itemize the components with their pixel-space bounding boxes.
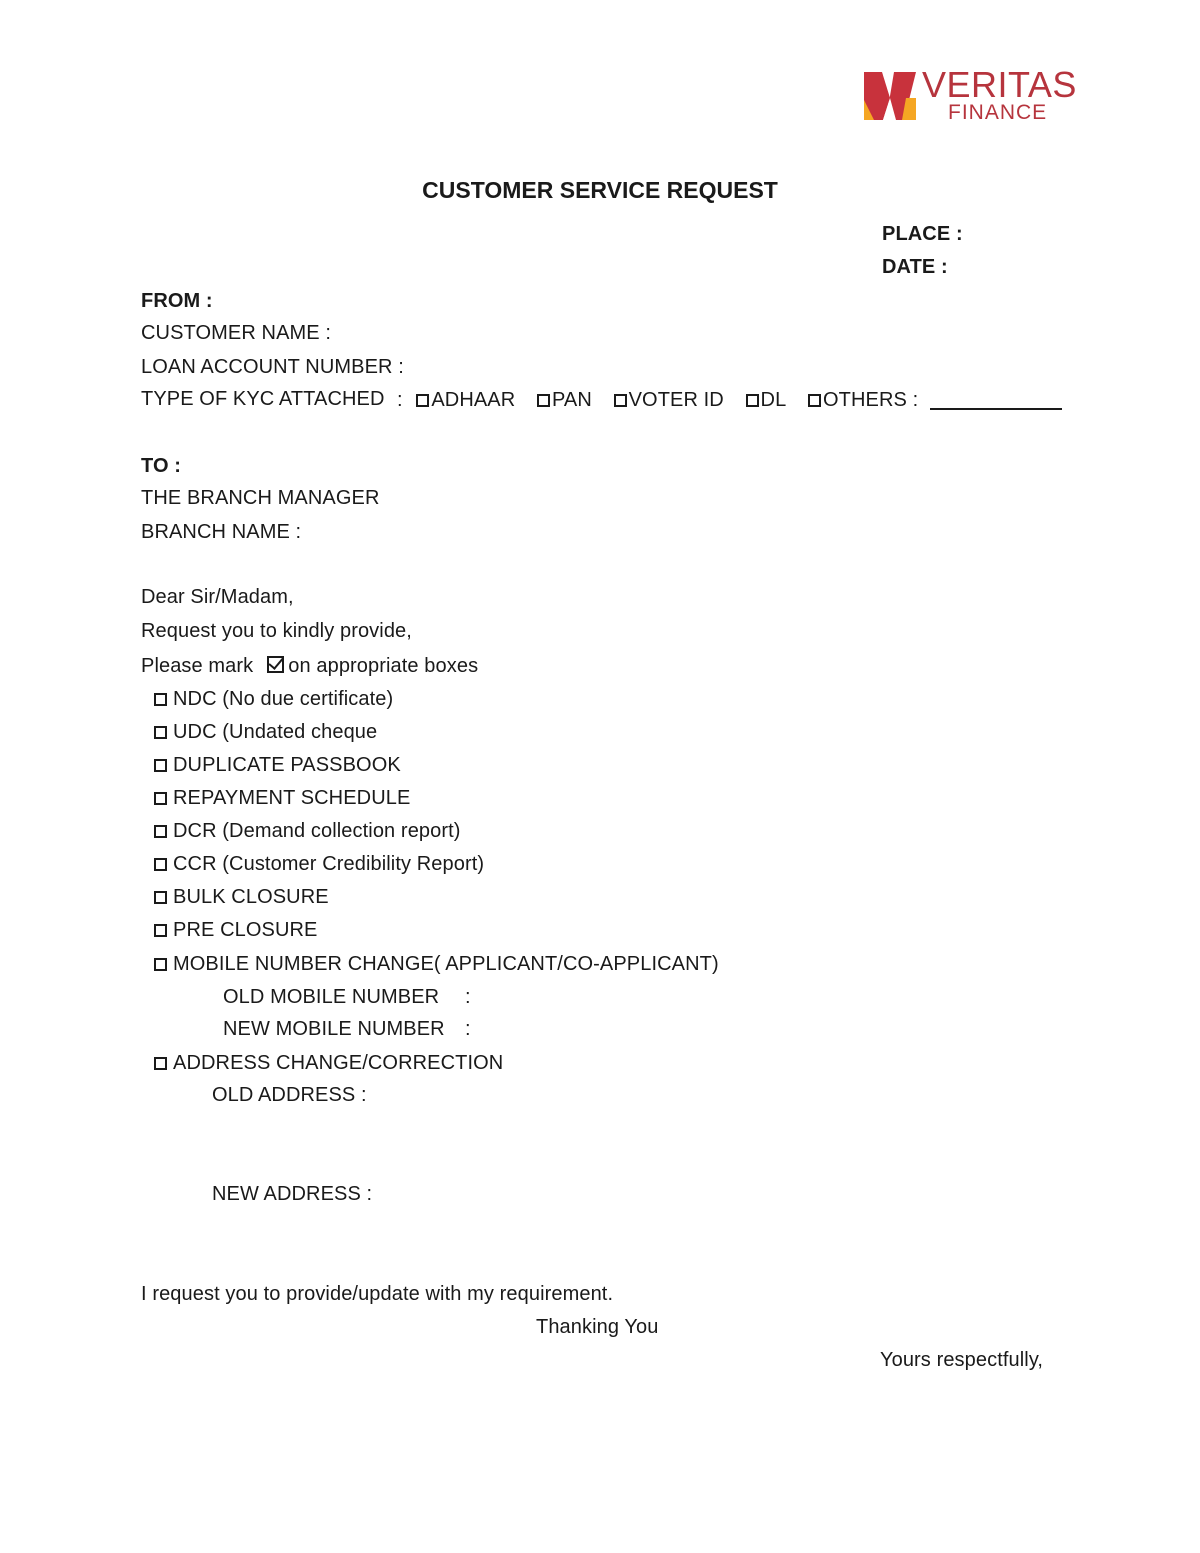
checkbox-icon[interactable] [746, 394, 759, 407]
new-mobile-colon: : [465, 1018, 471, 1040]
checkbox-icon[interactable] [416, 394, 429, 407]
checkbox-icon[interactable] [154, 693, 167, 706]
veritas-finance-logo [864, 64, 1077, 128]
salutation: Dear Sir/Madam, [141, 586, 294, 608]
checkbox-icon[interactable] [154, 825, 167, 838]
checkbox-icon[interactable] [154, 858, 167, 871]
kyc-option-others[interactable]: OTHERS : [808, 389, 918, 412]
logo-brand-text: VERITAS [922, 64, 1077, 105]
request-line: Request you to kindly provide, [141, 620, 412, 642]
kyc-option-dl[interactable]: DL [746, 389, 787, 412]
customer-name-label: CUSTOMER NAME : [141, 322, 332, 344]
checkbox-icon[interactable] [537, 394, 550, 407]
service-item-duplicate-passbook[interactable]: DUPLICATE PASSBOOK [154, 754, 401, 777]
closing-line: I request you to provide/update with my requirement. [141, 1283, 614, 1305]
branch-name-label: BRANCH NAME : [141, 521, 302, 543]
from-label: FROM : [141, 290, 213, 312]
service-item-ccr[interactable]: CCR (Customer Credibility Report) [154, 853, 484, 876]
logo-subbrand-text: FINANCE [948, 101, 1048, 124]
checked-box-icon [267, 656, 284, 673]
service-item-udc[interactable]: UDC (Undated cheque [154, 721, 377, 744]
loan-account-label: LOAN ACCOUNT NUMBER : [141, 356, 404, 378]
service-item-bulk-closure[interactable]: BULK CLOSURE [154, 886, 329, 909]
service-item-ndc[interactable]: NDC (No due certificate) [154, 688, 393, 711]
new-address-label: NEW ADDRESS : [212, 1183, 373, 1205]
kyc-others-blank-line[interactable] [930, 388, 1062, 410]
checkbox-icon[interactable] [154, 958, 167, 971]
checkbox-icon[interactable] [154, 891, 167, 904]
checkbox-icon[interactable] [154, 726, 167, 739]
checkbox-icon[interactable] [808, 394, 821, 407]
kyc-colon: : [397, 389, 403, 411]
service-item-repayment-schedule[interactable]: REPAYMENT SCHEDULE [154, 787, 410, 810]
service-item-mobile-number-change[interactable]: MOBILE NUMBER CHANGE( APPLICANT/CO-APPLICANT) [154, 953, 719, 976]
checkbox-icon[interactable] [154, 1057, 167, 1070]
old-address-label: OLD ADDRESS : [212, 1084, 367, 1106]
kyc-label: TYPE OF KYC ATTACHED [141, 388, 385, 410]
thanks-text: Thanking You [536, 1316, 659, 1338]
service-item-address-change[interactable]: ADDRESS CHANGE/CORRECTION [154, 1052, 503, 1075]
page-title: CUSTOMER SERVICE REQUEST [422, 177, 778, 203]
branch-manager-text: THE BRANCH MANAGER [141, 487, 380, 509]
new-mobile-label: NEW MOBILE NUMBER [223, 1018, 445, 1040]
to-label: TO : [141, 455, 182, 477]
place-label: PLACE : [882, 223, 963, 245]
date-label: DATE : [882, 256, 948, 278]
kyc-option-pan[interactable]: PAN [537, 389, 592, 412]
service-item-dcr[interactable]: DCR (Demand collection report) [154, 820, 461, 843]
kyc-option-adhaar[interactable]: ADHAAR [416, 389, 515, 412]
checkbox-icon[interactable] [154, 924, 167, 937]
mark-instruction: Please mark on appropriate boxes [141, 655, 479, 677]
service-item-pre-closure[interactable]: PRE CLOSURE [154, 919, 317, 942]
old-mobile-colon: : [465, 986, 471, 1008]
checkbox-icon[interactable] [154, 792, 167, 805]
old-mobile-label: OLD MOBILE NUMBER [223, 986, 440, 1008]
sign-off-text: Yours respectfully, [880, 1349, 1044, 1371]
kyc-options [397, 388, 1062, 412]
checkbox-icon[interactable] [614, 394, 627, 407]
checkbox-icon[interactable] [154, 759, 167, 772]
kyc-option-voter-id[interactable]: VOTER ID [614, 389, 724, 412]
veritas-v-mark-icon [864, 68, 918, 124]
